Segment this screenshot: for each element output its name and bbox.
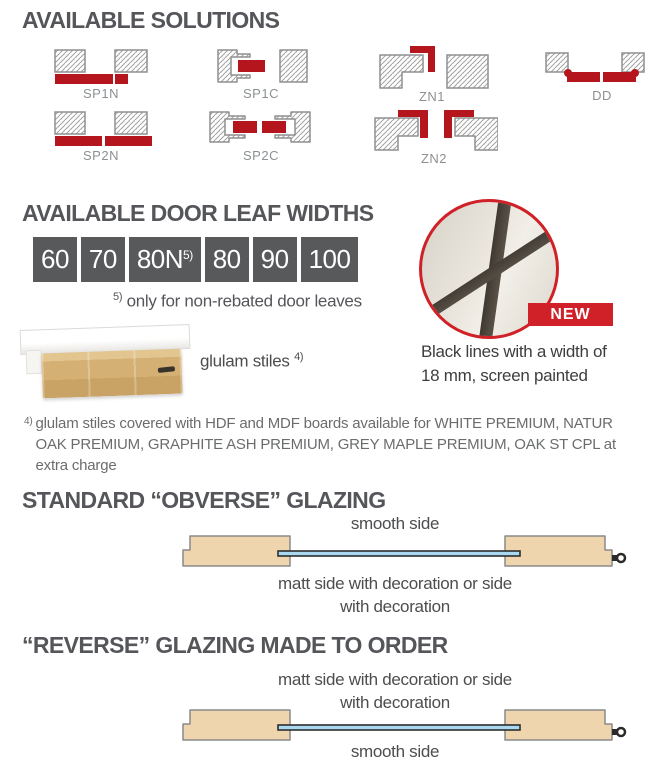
footnote-marker: 4) <box>24 416 33 427</box>
footnote-marker: 5) <box>113 291 123 303</box>
glulam-label <box>200 351 303 372</box>
seal-bar <box>233 121 257 133</box>
obverse-bottom-label <box>215 572 575 618</box>
obverse-bottom-line2: with decoration <box>340 597 450 616</box>
right-stile-profile <box>505 710 612 740</box>
hatch-block <box>115 112 147 134</box>
board-edge <box>26 350 43 375</box>
reverse-top-line1: matt side with decoration or side <box>278 670 512 689</box>
glulam-stile-photo <box>20 320 192 404</box>
pivot-dot <box>564 69 572 77</box>
widths-title: AVAILABLE DOOR LEAF WIDTHS <box>22 200 374 226</box>
obverse-bottom-line1: matt side with decoration or side <box>278 574 512 593</box>
width-value: 90 <box>260 244 289 274</box>
hatch-block <box>375 118 418 150</box>
width-box-90 <box>253 237 297 282</box>
pivot-dot <box>631 69 639 77</box>
seal-bar <box>55 74 113 84</box>
diagram-label: SP2C <box>243 148 279 163</box>
width-box-80 <box>205 237 249 282</box>
hatch-block <box>55 50 85 72</box>
diagram-label: DD <box>592 88 612 103</box>
width-value: 80N <box>136 244 184 274</box>
width-boxes <box>33 237 358 282</box>
left-stile-profile <box>183 536 290 566</box>
reverse-bottom-label: smooth side <box>350 742 440 761</box>
hatch-block <box>280 50 307 82</box>
new-feature-description <box>421 340 607 388</box>
diagram-sp1c <box>205 48 315 106</box>
width-box-60 <box>33 237 77 282</box>
solutions-title: AVAILABLE SOLUTIONS <box>22 7 280 33</box>
new-feature-line1: Black lines with a width of <box>421 342 607 361</box>
hatch-block <box>115 50 147 72</box>
hatch-block <box>447 55 488 88</box>
right-stile-profile <box>505 536 612 566</box>
diagram-sp1n <box>50 48 152 106</box>
diagram-label: ZN1 <box>418 89 446 104</box>
seal-bar <box>115 74 128 84</box>
diagram-zn1 <box>372 44 498 106</box>
obverse-top-label: smooth side <box>350 514 440 533</box>
diagram-label: SP1C <box>243 86 279 101</box>
glass-pane <box>278 725 520 730</box>
groove-slit <box>158 366 175 373</box>
width-value: 60 <box>41 244 69 274</box>
diagram-label: SP2N <box>83 148 119 163</box>
diagram-label: SP1N <box>83 86 119 101</box>
seal-bar <box>105 136 152 146</box>
reverse-title: “REVERSE” GLAZING MADE TO ORDER <box>22 632 448 658</box>
wood-core <box>41 349 182 399</box>
width-box-100 <box>301 237 359 282</box>
hatch-block <box>546 53 568 72</box>
diagram-label: ZN2 <box>420 151 448 166</box>
new-badge: NEW <box>528 303 613 326</box>
footnote-text: only for non-rebated door leaves <box>126 291 362 311</box>
width-value: 100 <box>308 244 351 274</box>
footnote-4 <box>24 413 640 476</box>
left-stile-profile <box>183 710 290 740</box>
obverse-title: STANDARD “OBVERSE” GLAZING <box>22 487 386 513</box>
footnote-text: glulam stiles covered with HDF and MDF boards available for WHITE PREMIUM, NATUR OAK PREMIUM, GRAPHITE ASH PREMIUM, GREY MAPLE PREMIUM, OAK ST CPL at extra charge <box>35 415 616 474</box>
seal-bar <box>55 136 102 146</box>
glulam-label-text: glulam stiles <box>200 351 290 371</box>
hatch-block <box>380 55 423 88</box>
reverse-top-line2: with decoration <box>340 693 450 712</box>
seal-bar <box>238 60 265 72</box>
gasket-ring <box>617 728 625 736</box>
hatch-block <box>55 112 85 134</box>
width-box-80n <box>129 237 201 282</box>
width-value: 70 <box>88 244 117 274</box>
diagram-zn2 <box>372 106 498 168</box>
diagram-dd <box>540 48 662 106</box>
gasket-ring <box>617 554 625 562</box>
width-value: 80 <box>212 244 241 274</box>
width-box-70 <box>81 237 125 282</box>
hatch-block <box>622 53 644 72</box>
seal-bar <box>262 121 286 133</box>
width-sup: 5) <box>183 247 193 262</box>
hatch-block <box>455 118 498 150</box>
diagram-sp2n <box>50 110 152 168</box>
new-feature-line2: 18 mm, screen painted <box>421 366 588 385</box>
glass-pane <box>278 551 520 556</box>
glulam-marker: 4) <box>294 351 304 363</box>
diagram-sp2c <box>205 110 315 168</box>
footnote-5 <box>113 291 362 312</box>
